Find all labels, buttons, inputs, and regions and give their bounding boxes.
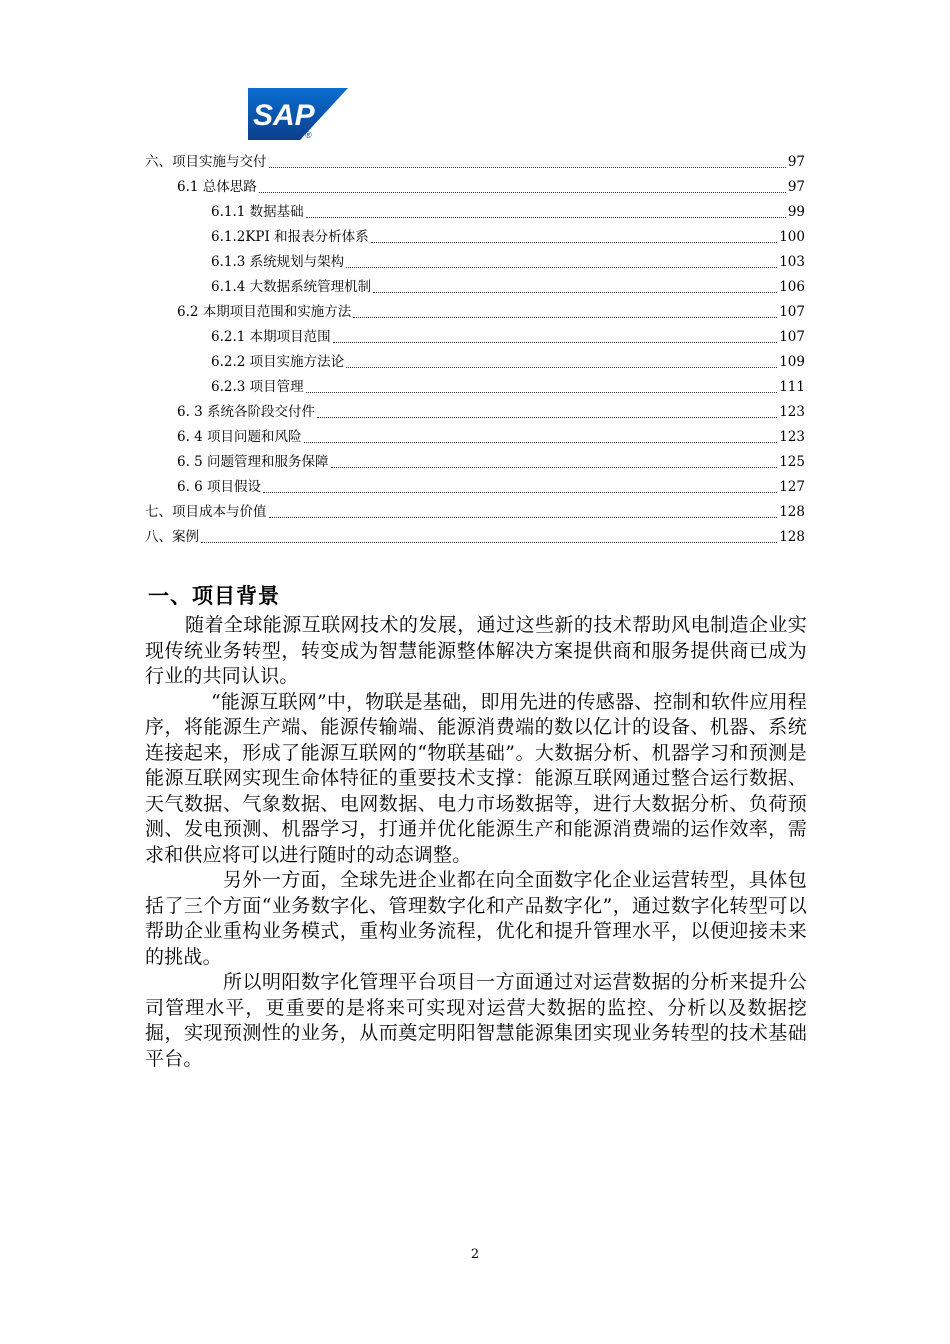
toc-entry[interactable]	[145, 175, 805, 200]
toc-entry-label: 六、项目实施与交付	[145, 154, 267, 170]
toc-entry-page: 128	[779, 504, 805, 520]
toc-entry-page: 111	[779, 379, 805, 395]
toc-entry[interactable]	[145, 325, 805, 350]
toc-entry-label: 6. 5 问题管理和服务保障	[177, 454, 329, 470]
toc-leader-dots	[346, 266, 777, 268]
toc-entry-label: 6. 6 项目假设	[177, 479, 262, 495]
toc-entry-label: 6.2.1 本期项目范围	[211, 329, 331, 345]
toc-leader-dots	[373, 291, 777, 293]
toc-leader-dots	[353, 316, 777, 318]
toc-entry-label: 6.1.3 系统规划与架构	[211, 254, 345, 270]
toc-entry-page: 97	[787, 179, 805, 195]
toc-leader-dots	[259, 191, 786, 193]
toc-leader-dots	[201, 541, 777, 543]
toc-leader-dots	[331, 466, 778, 468]
toc-entry[interactable]	[145, 475, 805, 500]
toc-entry-page: 106	[779, 279, 805, 295]
toc-entry[interactable]	[145, 400, 805, 425]
toc-leader-dots	[306, 391, 778, 393]
toc-entry-label: 6.1.4 大数据系统管理机制	[211, 279, 372, 295]
toc-entry-label: 八、案例	[145, 529, 199, 545]
toc-entry-label: 6. 4 项目问题和风险	[177, 429, 302, 445]
toc-entry[interactable]	[145, 525, 805, 550]
toc-leader-dots	[333, 341, 778, 343]
toc-entry-page: 97	[787, 154, 805, 170]
section-body	[145, 613, 807, 1072]
toc-entry[interactable]	[145, 150, 805, 175]
toc-entry-page: 123	[779, 404, 805, 420]
toc-leader-dots	[263, 491, 777, 493]
toc-entry[interactable]	[145, 250, 805, 275]
toc-entry-page: 107	[779, 329, 805, 345]
sap-logo-mark: ®	[305, 130, 312, 140]
toc-leader-dots	[269, 516, 778, 518]
toc-entry-label: 七、项目成本与价值	[145, 504, 267, 520]
toc-leader-dots	[346, 366, 777, 368]
toc-entry[interactable]	[145, 425, 805, 450]
toc-entry[interactable]	[145, 300, 805, 325]
toc-entry-label: 6.1 总体思路	[177, 179, 257, 195]
sap-logo-text: SAP	[253, 99, 315, 132]
paragraph-3: 另外一方面，全球先进企业都在向全面数字化企业运营转型，具体包括了三个方面“业务数字化、管理数字化和产品数字化”，通过数字化转型可以帮助企业重构业务模式，重构业务流程，优化和提升管理水平，以便迎接未来的挑战。	[145, 869, 807, 968]
toc-leader-dots	[269, 166, 786, 168]
toc-leader-dots	[317, 416, 777, 418]
toc-leader-dots	[306, 216, 786, 218]
paragraph-4: 所以明阳数字化管理平台项目一方面通过对运营数据的分析来提升公司管理水平，更重要的是将来可实现对运营大数据的监控、分析以及数据挖掘，实现预测性的业务，从而奠定明阳智慧能源集团实现业务转型的技术基础平台。	[145, 971, 807, 1070]
toc-entry-page: 99	[787, 204, 805, 220]
toc-entry-label: 6.1.2KPI 和报表分析体系	[211, 229, 369, 245]
toc-entry-page: 100	[779, 229, 805, 245]
toc-entry[interactable]	[145, 200, 805, 225]
toc-entry-label: 6.2 本期项目范围和实施方法	[177, 304, 352, 320]
toc-entry[interactable]	[145, 500, 805, 525]
sap-logo-icon	[248, 88, 348, 140]
toc-entry-page: 127	[779, 479, 805, 495]
toc-entry[interactable]	[145, 225, 805, 250]
toc-entry-page: 103	[779, 254, 805, 270]
toc-entry[interactable]	[145, 350, 805, 375]
sap-logo	[248, 88, 348, 140]
toc-entry-label: 6.1.1 数据基础	[211, 204, 304, 220]
page-number: 2	[470, 1247, 480, 1262]
toc-entry-page: 109	[779, 354, 805, 370]
toc-entry-label: 6. 3 系统各阶段交付件	[177, 404, 316, 420]
toc-entry[interactable]	[145, 275, 805, 300]
toc-entry-page: 125	[779, 454, 805, 470]
toc-entry[interactable]	[145, 450, 805, 475]
toc-entry-label: 6.2.3 项目管理	[211, 379, 304, 395]
table-of-contents	[145, 150, 805, 550]
paragraph-1: 随着全球能源互联网技术的发展，通过这些新的技术帮助风电制造企业实现传统业务转型，转变成为智慧能源整体解决方案提供商和服务提供商已成为行业的共同认识。	[145, 614, 807, 687]
toc-entry-page: 107	[779, 304, 805, 320]
paragraph-2: “能源互联网”中，物联是基础，即用先进的传感器、控制和软件应用程序，将能源生产端、能源传输端、能源消费端的数以亿计的设备、机器、系统连接起来，形成了能源互联网的“物联基础”。大数据分析、机器学习和预测是能源互联网实现生命体特征的重要技术支撑：能源互联网通过整合运行数据、天气数据、气象数据、电网数据、电力市场数据等，进行大数据分析、负荷预测、发电预测、机器学习，打通并优化能源生产和能源消费端的运作效率，需求和供应将可以进行随时的动态调整。	[145, 690, 807, 866]
section-heading: 一、项目背景	[148, 584, 280, 608]
toc-entry-label: 6.2.2 项目实施方法论	[211, 354, 345, 370]
toc-entry-page: 123	[779, 429, 805, 445]
toc-leader-dots	[304, 441, 778, 443]
toc-entry-page: 128	[779, 529, 805, 545]
toc-leader-dots	[371, 241, 778, 243]
toc-entry[interactable]	[145, 375, 805, 400]
